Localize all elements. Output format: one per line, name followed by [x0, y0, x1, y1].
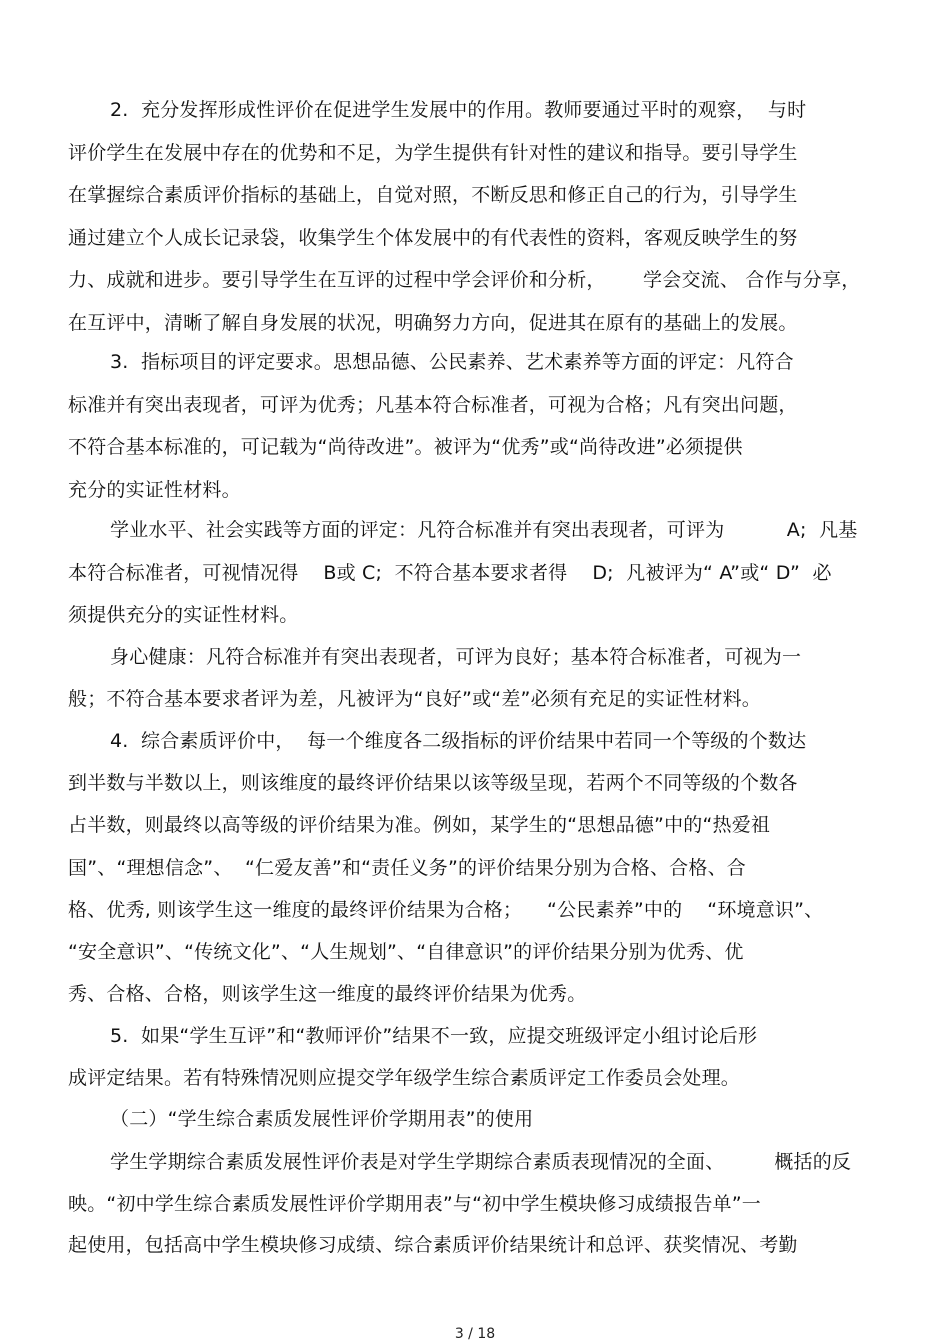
text-line: 本符合标准者，可视情况得 B或 C; 不符合基本要求者得 D; 凡被评为“ A”或“ D” 必	[68, 562, 832, 584]
text-line: 在互评中，清晰了解自身发展的状况，明确努力方向，促进其在原有的基础上的发展。	[68, 312, 798, 334]
text-line: 须提供充分的实证性材料。	[68, 604, 299, 626]
text-line: 学业水平、社会实践等方面的评定：凡符合标准并有突出表现者，可评为 A; 凡基	[110, 519, 858, 541]
text-line: 秀、合格、合格，则该学生这一维度的最终评价结果为优秀。	[68, 983, 587, 1005]
text-line: 占半数，则最终以高等级的评价结果为准。例如，某学生的“思想品德”中的“热爱祖	[68, 814, 771, 836]
text-line: 映。“初中学生综合素质发展性评价学期用表”与“初中学生模块修习成绩报告单”一	[68, 1193, 761, 1215]
text-line: 力、成就和进步。要引导学生在互评的过程中学会评价和分析， 学会交流、 合作与分享，	[68, 269, 861, 291]
section-heading: （二）“学生综合素质发展性评价学期用表”的使用	[110, 1108, 534, 1130]
text-line: 5. 如果“学生互评”和“教师评价”结果不一致，应提交班级评定小组讨论后形	[110, 1025, 758, 1047]
text-line: 格、优秀, 则该学生这一维度的最终评价结果为合格； “公民素养”中的 “环境意识”、	[68, 899, 824, 921]
text-line: 起使用，包括高中学生模块修习成绩、综合素质评价结果统计和总评、获奖情况、考勤	[68, 1234, 798, 1256]
text-line: 充分的实证性材料。	[68, 479, 241, 501]
text-line: 般；不符合基本要求者评为差，凡被评为“良好”或“差”必须有充足的实证性材料。	[68, 688, 761, 710]
text-line: 国”、“理想信念”、 “仁爱友善”和“责任义务”的评价结果分别为合格、合格、合	[68, 857, 746, 879]
text-line: 评价学生在发展中存在的优势和不足，为学生提供有针对性的建议和指导。要引导学生	[68, 142, 798, 164]
text-line: 4. 综合素质评价中， 每一个维度各二级指标的评价结果中若同一个等级的个数达	[110, 730, 807, 752]
text-line: “安全意识”、“传统文化”、“人生规划”、“自律意识”的评价结果分别为优秀、优	[68, 941, 744, 963]
text-line: 成评定结果。若有特殊情况则应提交学年级学生综合素质评定工作委员会处理。	[68, 1067, 741, 1089]
text-line: 标准并有突出表现者，可评为优秀；凡基本符合标准者，可视为合格；凡有突出问题，	[68, 394, 798, 416]
text-line: 通过建立个人成长记录袋，收集学生个体发展中的有代表性的资料，客观反映学生的努	[68, 227, 798, 249]
text-line: 3. 指标项目的评定要求。思想品德、公民素养、艺术素养等方面的评定：凡符合	[110, 351, 794, 373]
text-line: 在掌握综合素质评价指标的基础上，自觉对照，不断反思和修正自己的行为，引导学生	[68, 184, 798, 206]
text-line: 2. 充分发挥形成性评价在促进学生发展中的作用。教师要通过平时的观察， 与时	[110, 99, 807, 121]
text-line: 不符合基本标准的，可记载为“尚待改进”。被评为“优秀”或“尚待改进”必须提供	[68, 436, 743, 458]
text-line: 学生学期综合素质发展性评价表是对学生学期综合素质表现情况的全面、 概括的反	[110, 1151, 852, 1173]
text-line: 身心健康：凡符合标准并有突出表现者，可评为良好；基本符合标准者，可视为一	[110, 646, 802, 668]
text-line: 到半数与半数以上，则该维度的最终评价结果以该等级呈现，若两个不同等级的个数各	[68, 772, 798, 794]
page-number: 3 / 18	[454, 1326, 496, 1342]
